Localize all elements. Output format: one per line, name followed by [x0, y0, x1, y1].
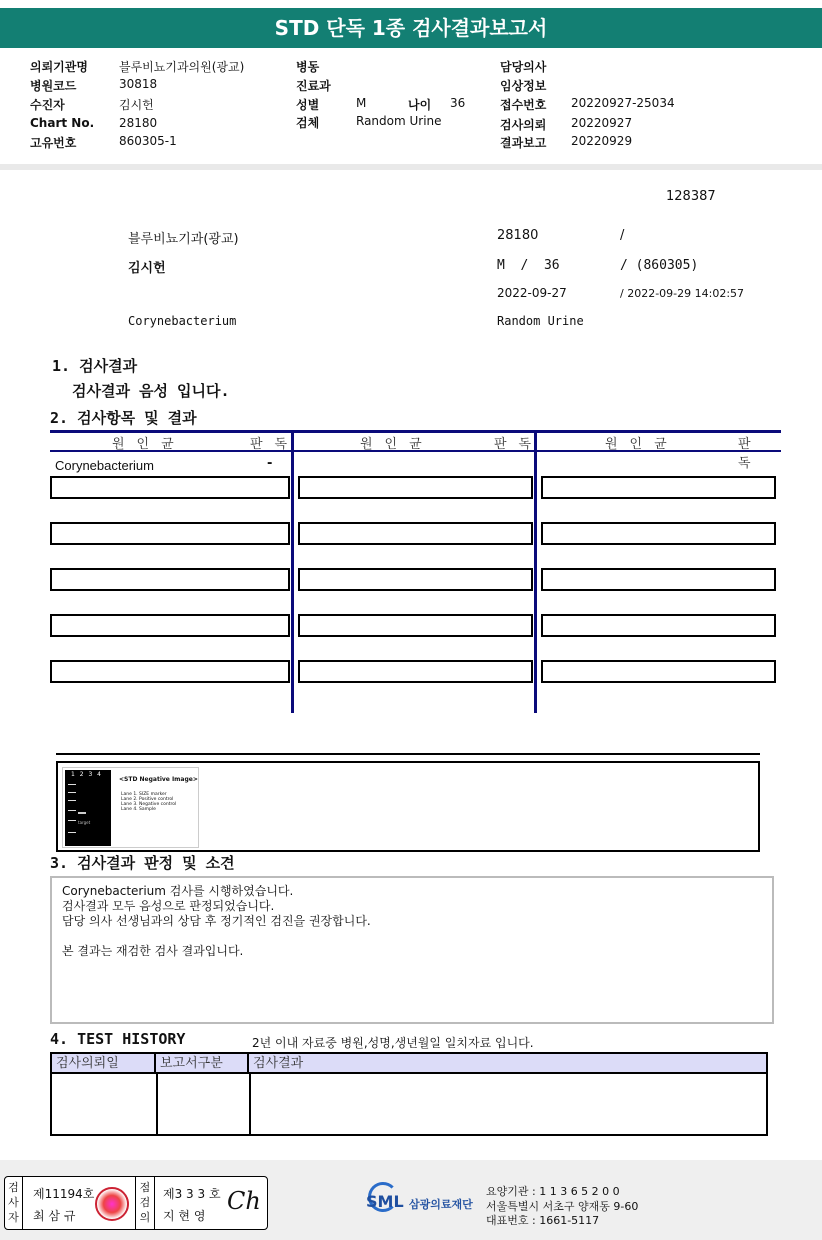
result-row-name: Corynebacterium — [55, 458, 154, 473]
request-date-label: 검사의뢰 — [500, 118, 547, 132]
result-box — [541, 522, 776, 545]
summary-specimen: Random Urine — [497, 314, 584, 328]
result-row-judge: - — [267, 456, 273, 471]
section1-result: 검사결과 음성 입니다. — [72, 382, 230, 400]
result-box — [541, 568, 776, 591]
report-date-value: 20220929 — [571, 134, 633, 148]
result-box — [50, 614, 290, 637]
gel-legend-3: Lane 3. Negative control — [121, 802, 177, 807]
result-box — [541, 660, 776, 683]
org-address: 서울특별시 서초구 양재동 9-60 — [486, 1200, 639, 1213]
result-box — [541, 614, 776, 637]
sex-label: 성별 — [296, 98, 320, 112]
finding-line-2: 검사결과 모두 음성으로 판정되었습니다. — [62, 899, 275, 913]
patient-header — [0, 48, 822, 168]
age-label: 나이 — [408, 98, 432, 112]
doctor-label: 담당의사 — [500, 60, 547, 74]
report-title: STD 단독 1종 검사결과보고서 — [0, 8, 822, 48]
header-divider — [0, 164, 822, 170]
gel-caption: <STD Negative Image> — [119, 776, 198, 783]
history-header-type: 보고서구분 — [156, 1054, 249, 1074]
gel-legend-1: Lane 1. SIZE marker — [121, 792, 167, 797]
chart-no-value: 28180 — [119, 116, 158, 130]
checker-signature: Ch — [227, 1187, 261, 1215]
checker-label: 점검의 — [135, 1177, 155, 1229]
history-table — [50, 1052, 768, 1136]
results-table — [50, 430, 781, 713]
gel-band-label: target — [78, 820, 91, 825]
patient-name-value: 김시헌 — [119, 98, 154, 112]
org-phone: 대표번호 : 1661-5117 — [486, 1214, 600, 1227]
col-header-judge-1: 판독 — [250, 437, 300, 452]
ward-label: 병동 — [296, 60, 320, 74]
report-number: 128387 — [666, 189, 716, 204]
result-box — [50, 568, 290, 591]
section2-title: 2. 검사항목 및 결과 — [50, 409, 197, 427]
clinical-info-label: 임상정보 — [500, 79, 547, 93]
gel-image — [62, 767, 199, 848]
checker-license: 제3 3 3 호 — [163, 1187, 221, 1201]
report-date-label: 결과보고 — [500, 136, 547, 150]
table-divider-2 — [534, 430, 537, 713]
sml-logo-text: SML — [366, 1192, 404, 1211]
col-header-name-2: 원인균 — [360, 437, 434, 452]
hospital-code-label: 병원코드 — [30, 79, 77, 93]
tester-name: 최 삼 규 — [33, 1209, 76, 1223]
result-box — [50, 660, 290, 683]
result-box — [298, 614, 533, 637]
summary-birth: / (860305) — [620, 258, 699, 273]
table-divider-1 — [291, 430, 294, 713]
chart-no-label: Chart No. — [30, 116, 95, 130]
summary-slash: / — [620, 228, 625, 243]
tester-seal-stamp — [95, 1187, 129, 1221]
section4-title: 4. TEST HISTORY — [50, 1030, 186, 1048]
checker-name: 지 현 영 — [163, 1209, 206, 1223]
result-box — [50, 476, 290, 499]
finding-line-1: Corynebacterium 검사를 시행하였습니다. — [62, 884, 294, 898]
result-box — [298, 522, 533, 545]
dept-label: 진료과 — [296, 79, 331, 93]
unique-no-value: 860305-1 — [119, 134, 177, 148]
age-value: 36 — [450, 96, 466, 110]
history-note: 2년 이내 자료중 병원,성명,생년월일 일치자료 입니다. — [252, 1036, 534, 1050]
result-box — [298, 568, 533, 591]
tester-license: 제11194호 — [33, 1187, 95, 1201]
col-header-judge-2: 판독 — [494, 437, 544, 452]
summary-request-date: 2022-09-27 — [497, 286, 567, 300]
col-header-name-1: 원인균 — [112, 437, 186, 452]
signature-box — [4, 1176, 268, 1230]
section1-title: 1. 검사결과 — [52, 357, 138, 375]
receipt-no-label: 접수번호 — [500, 98, 547, 112]
specimen-label: 검체 — [296, 116, 320, 130]
history-header-date: 검사의뢰일 — [52, 1054, 156, 1074]
summary-name: 김시헌 — [128, 261, 166, 276]
request-date-value: 20220927 — [571, 116, 633, 130]
hospital-name-value: 블루비뇨기과의원(광교) — [119, 60, 245, 74]
specimen-value: Random Urine — [356, 114, 442, 128]
sex-value: M — [356, 96, 367, 110]
hospital-name-label: 의뢰기관명 — [30, 60, 88, 74]
result-box — [298, 660, 533, 683]
patient-name-label: 수진자 — [30, 98, 65, 112]
gel-legend-4: Lane 4. Sample — [121, 807, 156, 812]
summary-chart: 28180 — [497, 228, 539, 243]
result-box — [298, 476, 533, 499]
finding-line-4 — [62, 929, 762, 944]
history-header-result: 검사결과 — [249, 1054, 766, 1074]
unique-no-label: 고유번호 — [30, 136, 77, 150]
tester-label: 검사자 — [5, 1177, 23, 1229]
summary-test-name: Corynebacterium — [128, 314, 237, 328]
result-box — [541, 476, 776, 499]
sml-logo — [366, 1182, 406, 1222]
section3-title: 3. 검사결과 판정 및 소견 — [50, 854, 235, 872]
gel-image-frame — [56, 761, 760, 852]
summary-hospital: 블루비뇨기과(광교) — [128, 232, 239, 247]
institution-code: 요양기관 : 1 1 3 6 5 2 0 0 — [486, 1185, 620, 1198]
summary-report-datetime: / 2022-09-29 14:02:57 — [620, 287, 745, 300]
summary-sex-age: M / 36 — [497, 258, 560, 273]
gel-legend-2: Lane 2. Positive control — [121, 797, 174, 802]
gel-lane-numbers: 1 2 3 4 — [71, 771, 101, 778]
col-header-name-3: 원인균 — [605, 437, 679, 452]
result-box — [50, 522, 290, 545]
finding-line-3: 담당 의사 선생님과의 상담 후 정기적인 검진을 권장합니다. — [62, 914, 371, 928]
finding-line-5: 본 결과는 재검한 검사 결과입니다. — [62, 944, 244, 958]
hospital-code-value: 30818 — [119, 77, 158, 91]
col-header-judge-3: 판독 — [738, 437, 763, 471]
org-name: 삼광의료재단 — [409, 1198, 473, 1211]
findings-box — [50, 876, 774, 1024]
gel-electrophoresis-image — [65, 770, 111, 846]
receipt-no-value: 20220927-25034 — [571, 96, 675, 110]
image-top-rule — [56, 753, 760, 755]
